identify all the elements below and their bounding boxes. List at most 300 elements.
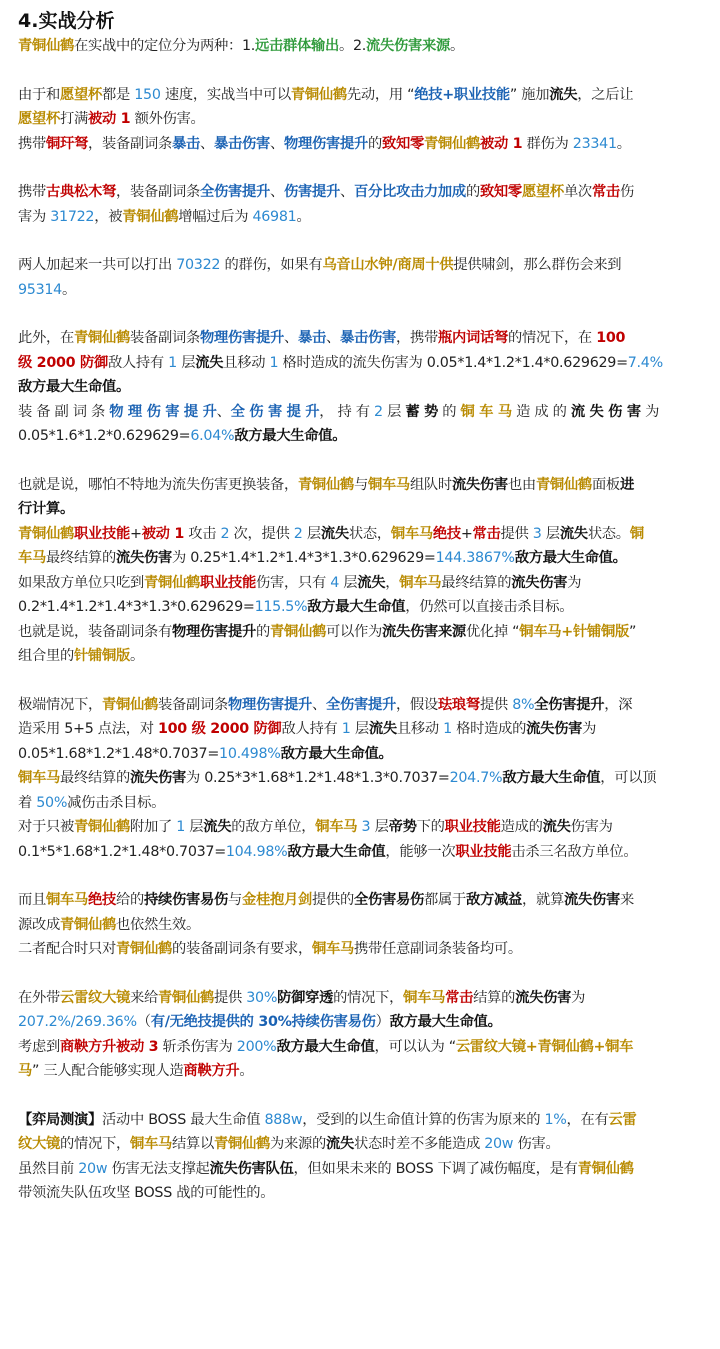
paragraph-gap xyxy=(18,59,702,83)
text-run: 提供啸剑，那么群伤会来到 xyxy=(453,257,622,273)
text-line xyxy=(18,717,702,742)
highlight-term: 铜车马 xyxy=(46,892,88,908)
text-line xyxy=(18,546,702,571)
highlight-term: 青铜仙鹤 xyxy=(74,819,130,835)
text-run: 活动中 BOSS 最大生命值 xyxy=(101,1111,265,1128)
text-run: 结算以 xyxy=(171,1136,214,1152)
text-run: 带领流失队伍攻坚 BOSS 战的可能性的。 xyxy=(18,1185,275,1201)
number-value: 200% xyxy=(236,1038,277,1055)
text-run: 也就是说，哪怕不特地为流失伤害更换装备， xyxy=(18,476,298,493)
highlight-term: 铜车马 xyxy=(403,989,446,1006)
highlight-term: 纹大镜 xyxy=(18,1136,60,1152)
text-run: 提供 xyxy=(500,525,533,542)
text-line xyxy=(18,1157,702,1182)
text-run: ，但如果未来的 BOSS 下调了减伤幅度，是有 xyxy=(293,1160,578,1177)
highlight-term: 持续伤害易伤 xyxy=(144,892,228,908)
text-line xyxy=(18,986,702,1011)
text-run: + xyxy=(460,525,473,542)
text-run: 层 xyxy=(176,354,196,371)
highlight-term: 常击 xyxy=(472,525,501,542)
highlight-term: 铜玕弩 xyxy=(46,135,88,152)
number-value: 31722 xyxy=(50,208,95,225)
text-run: 。 xyxy=(450,38,465,54)
highlight-term: 物理伤害提升 xyxy=(283,135,368,152)
text-line xyxy=(18,815,702,840)
text-run: 提供的 xyxy=(311,892,354,908)
text-run: 伤 xyxy=(619,184,634,200)
highlight-term: 铜车马 xyxy=(315,819,358,835)
text-line xyxy=(18,766,702,791)
highlight-term: 帝势 xyxy=(388,819,417,835)
highlight-term: 铜车马 xyxy=(129,1136,172,1152)
text-line xyxy=(18,1059,702,1084)
number-value: 1 xyxy=(443,721,452,737)
text-run: 敌人持有 xyxy=(107,354,169,371)
text-line xyxy=(18,913,702,938)
text-line xyxy=(18,180,702,205)
highlight-term: 敌方最大生命值。 xyxy=(18,379,130,395)
paragraph-gap xyxy=(18,449,702,473)
number-value: 20w xyxy=(78,1160,108,1177)
section-title: 4.实战分析 xyxy=(18,10,115,32)
number-value: 888w xyxy=(264,1111,303,1128)
highlight-term: 青铜仙鹤 xyxy=(423,135,480,152)
highlight-term: 职业技能 xyxy=(444,819,501,835)
number-value: 3 xyxy=(532,525,542,542)
highlight-term: 流失 xyxy=(542,819,571,835)
text-run: 装 备 副 词 条 xyxy=(18,403,110,420)
text-run: 、 xyxy=(216,403,231,420)
text-run: 。 xyxy=(296,208,311,225)
highlight-term: 敌方最大生命值 xyxy=(307,599,406,615)
number-value: 2 xyxy=(220,525,230,542)
text-line xyxy=(18,742,702,767)
text-run: 减伤击杀目标。 xyxy=(67,794,166,811)
text-line xyxy=(18,278,702,303)
highlight-term: 敌方最大生命值 xyxy=(287,843,386,860)
text-run: 为 xyxy=(582,721,597,737)
number-value: 30% xyxy=(246,989,278,1006)
highlight-term: 防御穿透 xyxy=(277,989,334,1006)
text-run: ，被 xyxy=(94,208,123,225)
highlight-term: 流失 xyxy=(549,86,578,103)
paragraph xyxy=(18,986,702,1084)
text-run: 虽然目前 xyxy=(18,1160,79,1177)
text-run: 0.1*5*1.68*1.2*1.48*0.7037= xyxy=(18,843,226,860)
text-run: ） xyxy=(375,1014,390,1030)
highlight-term: 流失 xyxy=(203,819,232,835)
number-value: 20w xyxy=(484,1136,514,1152)
highlight-term: 敌方最大生命值。 xyxy=(234,428,347,444)
text-line xyxy=(18,1010,702,1035)
highlight-term: 古典松木弩 xyxy=(46,184,116,200)
text-run: 层 xyxy=(302,525,321,542)
text-run: 层 xyxy=(350,721,369,737)
paragraph xyxy=(18,473,702,669)
text-run: ，装备副词条 xyxy=(88,135,172,152)
paragraph xyxy=(18,888,702,962)
text-run: 的 xyxy=(255,623,270,640)
text-run: 。 xyxy=(616,135,631,152)
text-run: 也由 xyxy=(507,476,536,493)
text-line xyxy=(18,400,702,425)
text-run: 、 xyxy=(283,330,298,346)
text-run: 斩杀伤害为 xyxy=(158,1038,237,1055)
text-run: 状态， xyxy=(348,525,391,542)
highlight-term: 绝技 xyxy=(88,892,116,908)
highlight-term: 流失 xyxy=(325,1136,354,1152)
number-value: 3 xyxy=(361,819,371,835)
text-run: 格时造成的 xyxy=(451,721,527,737)
text-run: 提供 xyxy=(479,696,513,713)
text-line xyxy=(18,83,702,108)
highlight-term: 铜车马 xyxy=(390,525,433,542)
highlight-term: 商鞅方升被动 3 xyxy=(60,1038,159,1055)
text-run: ，可以顶 xyxy=(600,770,657,786)
number-value: 104.98% xyxy=(225,843,288,860)
text-line xyxy=(18,497,702,522)
highlight-term: 全伤害提升 xyxy=(325,696,396,713)
highlight-term: 物理伤害提升 xyxy=(199,330,284,346)
highlight-term: 乌音山水钟/商周十供 xyxy=(322,257,454,273)
highlight-term: 敌方减益 xyxy=(465,892,522,908)
highlight-term: 流失伤害 xyxy=(526,721,583,737)
text-line xyxy=(18,326,702,351)
text-run: 下的 xyxy=(416,819,445,835)
highlight-term: 青铜仙鹤 xyxy=(143,574,200,591)
text-run: 、 xyxy=(311,696,326,713)
text-run: 、 xyxy=(269,184,284,200)
text-run: 为 xyxy=(571,989,586,1006)
text-run: 最终结算的 xyxy=(60,770,130,786)
highlight-term: 愿望杯 xyxy=(18,111,60,127)
text-run: 两人加起来一共可以打出 xyxy=(18,257,177,273)
text-run: 。 xyxy=(130,648,144,664)
paragraph-gap xyxy=(18,864,702,888)
highlight-term: 流失 xyxy=(320,525,349,542)
text-run: 组合里的 xyxy=(18,648,74,664)
text-run: 而且 xyxy=(18,892,46,908)
number-value: 150 xyxy=(134,86,161,103)
highlight-term: 级 2000 防御 xyxy=(18,354,108,371)
text-run: 额外伤害。 xyxy=(130,111,205,127)
number-value: 4 xyxy=(330,574,340,591)
text-line xyxy=(18,522,702,547)
number-value: 204.7% xyxy=(449,770,503,786)
highlight-term: 愿望杯 xyxy=(521,184,564,200)
number-value: 23341 xyxy=(572,135,617,152)
text-run: 为来源的 xyxy=(269,1136,326,1152)
highlight-term: 铜 车 马 xyxy=(460,403,512,420)
highlight-term: 物理伤害提升 xyxy=(171,623,256,640)
highlight-term: 敌方最大生命值 xyxy=(502,770,601,786)
text-run: ” xyxy=(628,623,637,640)
text-run: 与 xyxy=(227,892,242,908)
highlight-term: 青铜仙鹤 xyxy=(213,1136,270,1152)
highlight-term: 铜车马 xyxy=(399,574,442,591)
text-run: 层 xyxy=(541,525,560,542)
text-run: ，可以认为 “ xyxy=(374,1038,456,1055)
text-run: 的情况下，在 xyxy=(507,330,597,346)
text-run: 在外带 xyxy=(18,989,60,1006)
text-run: ，深 xyxy=(604,696,633,713)
highlight-term: 青铜仙鹤 xyxy=(18,38,74,54)
text-run: 为 0.25*1.4*1.2*1.4*3*1.3*0.629629= xyxy=(171,550,436,566)
text-run: 为 xyxy=(640,403,660,420)
text-run: 由于和 xyxy=(18,86,60,103)
text-run: ，携带 xyxy=(395,330,438,346)
text-run: 为 xyxy=(567,574,582,591)
text-run: 。 xyxy=(61,281,76,298)
text-run: 的 xyxy=(438,403,461,420)
text-run: 层 xyxy=(370,819,389,835)
paragraph-gap xyxy=(18,1084,702,1108)
text-run: 、 xyxy=(269,135,284,152)
text-line xyxy=(18,424,702,449)
number-value: 2 xyxy=(293,525,303,542)
text-run: ，能够一次 xyxy=(385,843,456,860)
paragraph-gap xyxy=(18,302,702,326)
highlight-term: 流失伤害 xyxy=(563,892,620,908)
text-run: 优化掉 “ xyxy=(465,623,520,640)
text-run: 格时造成的流失伤害为 0.05*1.4*1.2*1.4*0.629629= xyxy=(278,354,628,371)
text-line xyxy=(18,791,702,816)
highlight-term: 青铜仙鹤 xyxy=(122,208,179,225)
paragraph xyxy=(18,253,702,302)
highlight-term: 敌方最大生命值。 xyxy=(280,745,393,762)
text-line xyxy=(18,1181,702,1206)
number-value: 50% xyxy=(36,794,68,811)
text-run: ，受到的以生命值计算的伤害为原来的 xyxy=(302,1111,545,1128)
highlight-term: 针铺铜版 xyxy=(74,648,130,664)
paragraph xyxy=(18,83,702,157)
text-run: 。2. xyxy=(339,38,367,54)
paragraph xyxy=(18,693,702,865)
paragraph-gap xyxy=(18,156,702,180)
text-line xyxy=(18,1108,702,1133)
text-run: 携带 xyxy=(18,184,46,200)
highlight-term: 职业技能 xyxy=(455,843,512,860)
paragraph-gap xyxy=(18,229,702,253)
highlight-term: 青铜仙鹤 xyxy=(577,1160,634,1177)
highlight-term: 流失 xyxy=(559,525,588,542)
text-line xyxy=(18,34,702,59)
highlight-term: 有/无绝技提供的 30%持续伤害易伤 xyxy=(150,1014,376,1030)
highlight-term: 职业技能 xyxy=(199,574,256,591)
highlight-term: 全 伤 害 提 升 xyxy=(230,403,320,420)
highlight-term: 流失伤害 xyxy=(451,476,508,493)
highlight-term: 青铜仙鹤 xyxy=(290,86,347,103)
text-run: 伤害无法支撑起 xyxy=(107,1160,210,1177)
text-run: 可以作为 xyxy=(325,623,382,640)
text-run: 也就是说，装备副词条有 xyxy=(18,623,172,640)
paragraph-gap xyxy=(18,962,702,986)
text-run: 层 xyxy=(382,403,406,420)
text-line xyxy=(18,132,702,157)
text-run: 面板 xyxy=(591,476,620,493)
text-run: 造成的 xyxy=(500,819,543,835)
highlight-term: 流失 xyxy=(195,354,224,371)
highlight-term: 青铜仙鹤 xyxy=(297,476,354,493)
text-run: 携带 xyxy=(18,135,46,152)
highlight-term: 暴击 xyxy=(171,135,200,152)
text-run: 敌人持有 xyxy=(281,721,342,737)
text-run: 0.05*1.68*1.2*1.48*0.7037= xyxy=(18,745,220,762)
text-run: 害为 xyxy=(18,208,51,225)
text-run: 考虑到 xyxy=(18,1038,60,1055)
text-run: 结算的 xyxy=(473,989,516,1006)
highlight-term: 金桂抱月剑 xyxy=(241,892,312,908)
highlight-term: 行计算。 xyxy=(18,501,74,517)
text-run: 的情况下， xyxy=(60,1136,130,1152)
text-run: 着 xyxy=(18,794,37,811)
highlight-term: 物 理 伤 害 提 升 xyxy=(109,403,217,420)
text-run: 携带任意副词条装备均可。 xyxy=(353,941,522,957)
highlight-term: 铜车马+针铺铜版 xyxy=(519,623,629,640)
text-run: 的群伤，如果有 xyxy=(220,257,323,273)
text-run: 伤害为 xyxy=(570,819,613,835)
text-run: 提供 xyxy=(213,989,247,1006)
number-value: 46981 xyxy=(252,208,297,225)
text-run: 层 xyxy=(339,574,358,591)
highlight-term: 【弈局测演】 xyxy=(18,1111,102,1128)
text-line xyxy=(18,937,702,962)
highlight-term: 被动 1 xyxy=(88,111,131,127)
text-run: 与 xyxy=(353,476,368,493)
number-value: 1 xyxy=(341,721,351,737)
article-body xyxy=(18,34,702,1206)
highlight-term: 青铜仙鹤 xyxy=(157,989,214,1006)
text-run: 的 xyxy=(367,135,382,152)
number-value: 115.5% xyxy=(254,599,308,615)
text-run: 伤害，只有 xyxy=(255,574,331,591)
text-run: 的装备副词条有要求， xyxy=(171,941,312,957)
text-run: 在实战中的定位分为两种：1. xyxy=(74,38,256,54)
text-run: ，假设 xyxy=(395,696,438,713)
text-run: 的 xyxy=(465,184,480,200)
text-run: 造采用 5+5 点法，对 xyxy=(18,721,158,737)
text-run: 增幅过后为 xyxy=(178,208,253,225)
highlight-term: 暴击伤害 xyxy=(213,135,270,152)
text-line xyxy=(18,693,702,718)
highlight-term: 商鞅方升 xyxy=(183,1063,240,1079)
text-run: 0.2*1.4*1.2*1.4*3*1.3*0.629629= xyxy=(18,599,255,615)
paragraph-gap xyxy=(18,669,702,693)
text-run: 对于只被 xyxy=(18,819,74,835)
text-run: 也依然生效。 xyxy=(116,916,200,933)
text-line xyxy=(18,1035,702,1060)
paragraph xyxy=(18,180,702,229)
number-value: 95314 xyxy=(18,281,62,298)
text-line xyxy=(18,1132,702,1157)
highlight-term: 流 失 伤 害 xyxy=(570,403,641,420)
text-run: ” 施加 xyxy=(509,86,550,103)
text-run: 的敌方单位， xyxy=(231,819,316,835)
highlight-term: 100 级 2000 防御 xyxy=(157,721,282,737)
highlight-term: 流失 xyxy=(357,574,386,591)
highlight-term: 流失伤害来源 xyxy=(366,38,451,54)
text-run: 造 成 的 xyxy=(511,403,571,420)
highlight-term: 珐琅弩 xyxy=(437,696,480,713)
text-run: ，装备副词条 xyxy=(115,184,200,200)
text-run: 最终结算的 xyxy=(441,574,512,591)
text-line xyxy=(18,375,702,400)
text-run: 伤害。 xyxy=(513,1136,560,1152)
number-value: 1 xyxy=(269,354,279,371)
text-run: 、 xyxy=(325,330,340,346)
highlight-term: 流失 xyxy=(368,721,397,737)
highlight-term: 流失伤害 xyxy=(511,574,568,591)
text-run: ， xyxy=(385,574,400,591)
text-run: ，仍然可以直接击杀目标。 xyxy=(405,599,574,615)
highlight-term: 敌方最大生命值。 xyxy=(514,550,627,566)
text-run: 层 xyxy=(185,819,204,835)
text-line xyxy=(18,888,702,913)
text-run: 0.05*1.6*1.2*0.629629= xyxy=(18,428,191,444)
highlight-term: 流失伤害队伍 xyxy=(209,1160,294,1177)
text-run: 此外，在 xyxy=(18,330,74,346)
highlight-term: 暴击 xyxy=(297,330,326,346)
text-run: ” 三人配合能够实现人造 xyxy=(32,1063,184,1079)
highlight-term: 青铜仙鹤 xyxy=(101,696,158,713)
highlight-term: 青铜仙鹤 xyxy=(269,623,326,640)
highlight-term: 伤害提升 xyxy=(283,184,340,200)
highlight-term: 流失伤害来源 xyxy=(381,623,466,640)
text-run: 次，提供 xyxy=(229,525,294,542)
highlight-term: 敌方最大生命值 xyxy=(276,1038,375,1055)
text-run: 先动，用 “ xyxy=(346,86,415,103)
text-run: 装备副词条 xyxy=(130,330,200,346)
number-value: 2 xyxy=(374,403,383,420)
text-run: 的情况下， xyxy=(333,989,404,1006)
text-run: 组队时 xyxy=(409,476,452,493)
highlight-term: 绝技+职业技能 xyxy=(414,86,510,103)
text-line xyxy=(18,351,702,376)
text-line xyxy=(18,107,702,132)
text-run: 击杀三名敌方单位。 xyxy=(511,843,638,860)
highlight-term: 青铜仙鹤 xyxy=(74,330,130,346)
text-run: 速度，实战当中可以 xyxy=(160,86,291,103)
text-run: 二者配合时只对 xyxy=(18,941,116,957)
text-line xyxy=(18,571,702,596)
highlight-term: 流失伤害 xyxy=(515,989,572,1006)
highlight-term: 愿望杯 xyxy=(60,86,102,103)
text-run: 单次 xyxy=(563,184,592,200)
highlight-term: 青铜仙鹤 xyxy=(115,941,172,957)
number-value: 1 xyxy=(168,354,177,371)
text-run: 来给 xyxy=(129,989,158,1006)
text-run: ，就算 xyxy=(521,892,564,908)
number-value: 10.498% xyxy=(219,745,281,762)
highlight-term: 物理伤害提升 xyxy=(227,696,312,713)
highlight-term: 青铜仙鹤 xyxy=(60,916,116,933)
text-run: 装备副词条 xyxy=(157,696,228,713)
number-value: 8% xyxy=(512,696,535,713)
text-run: 、 xyxy=(339,184,354,200)
text-run: 、 xyxy=(199,135,214,152)
text-run: 群伤为 xyxy=(522,135,573,152)
highlight-term: 绝技 xyxy=(432,525,461,542)
text-run: 状态时差不多能造成 xyxy=(353,1136,485,1152)
highlight-term: 全伤害易伤 xyxy=(353,892,424,908)
highlight-term: 100 xyxy=(596,330,626,346)
highlight-term: 流失伤害 xyxy=(129,770,186,786)
text-line xyxy=(18,644,702,669)
highlight-term: 铜 xyxy=(629,525,644,542)
text-run: 都属于 xyxy=(423,892,466,908)
highlight-term: 敌方最大生命值。 xyxy=(389,1014,502,1030)
highlight-term: 青铜仙鹤 xyxy=(18,525,74,542)
